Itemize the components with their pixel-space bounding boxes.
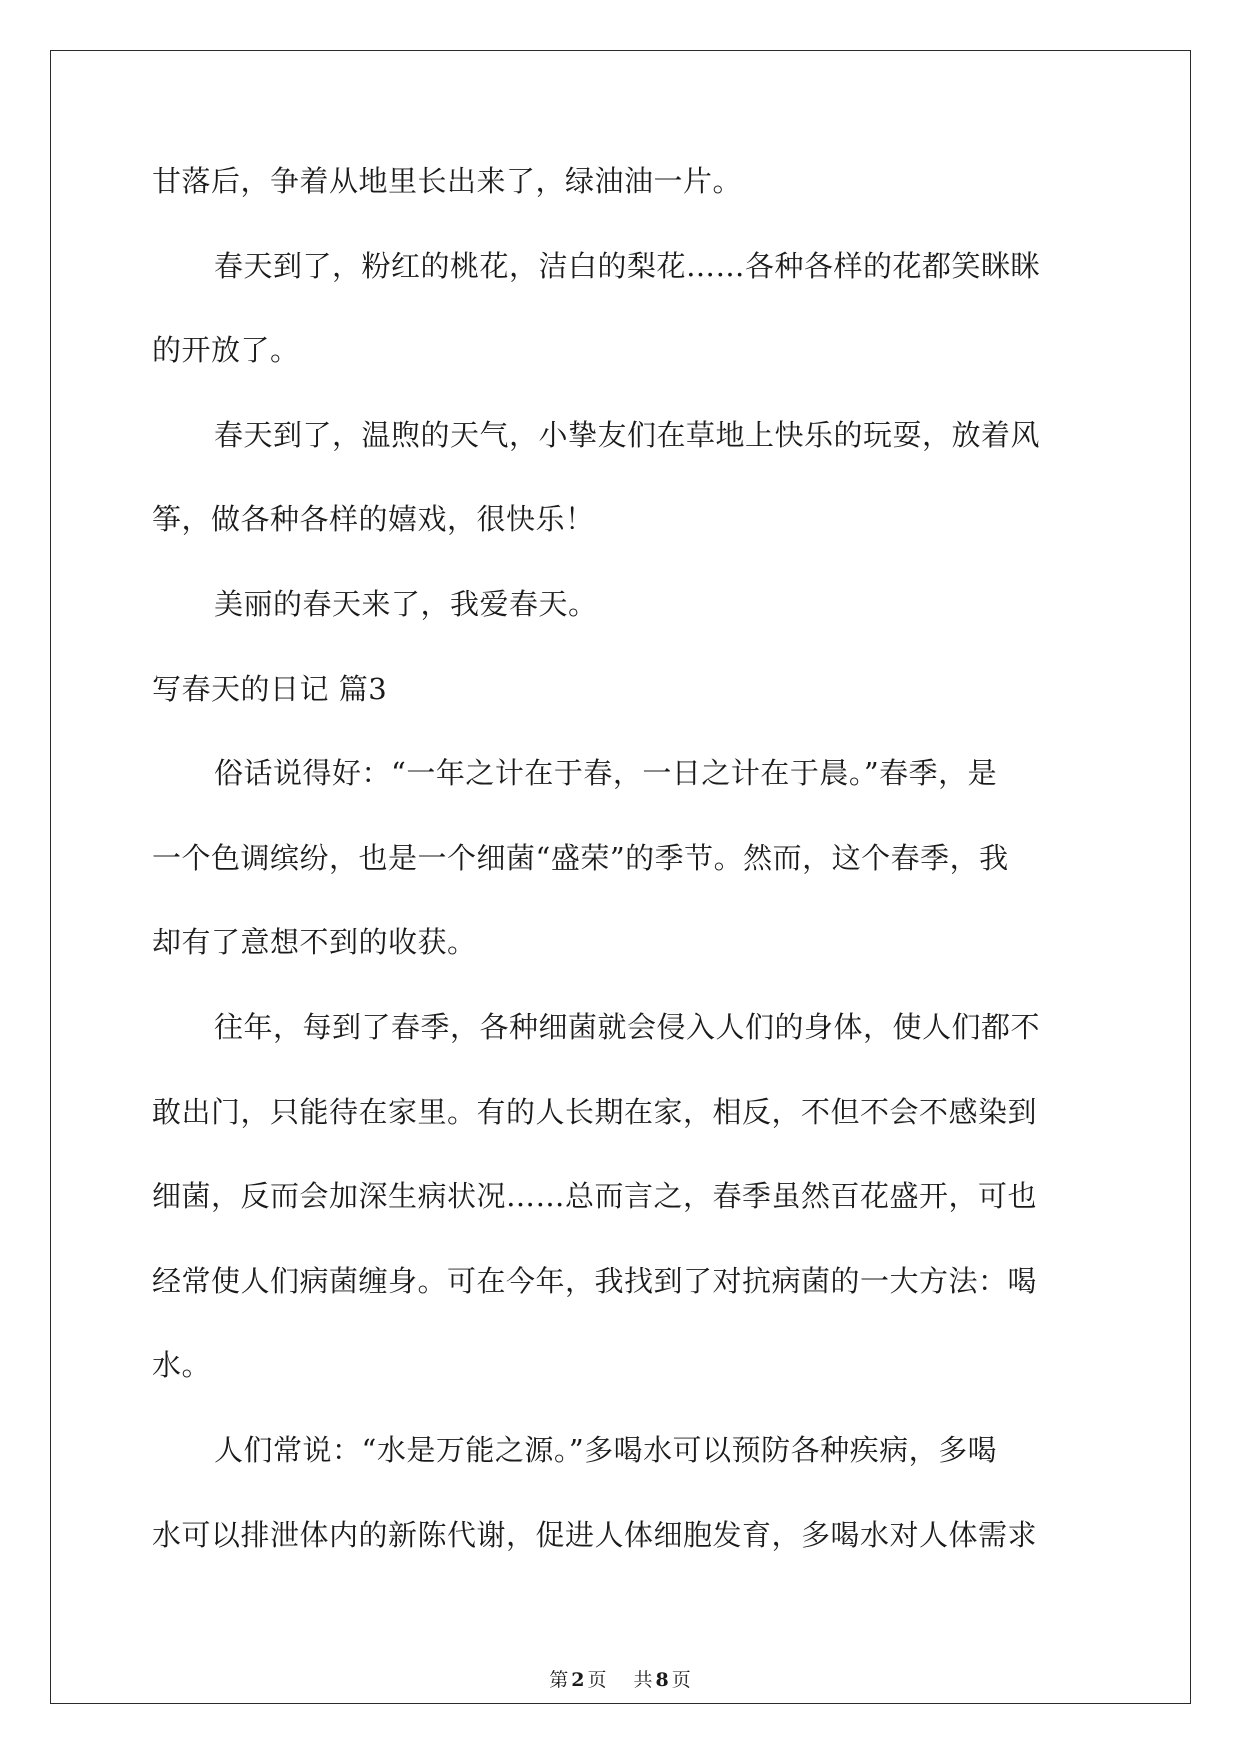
text-line: 甘落后，争着从地里长出来了，绿油油一片。 (152, 164, 743, 198)
paragraph-start-line: 春天到了，温煦的天气，小挚友们在草地上快乐的玩耍，放着风 (214, 417, 1041, 452)
text-line: 筝，做各种各样的嬉戏，很快乐！ (152, 502, 595, 537)
text-line: 水可以排泄体内的新陈代谢，促进人体细胞发育，多喝水对人体需求 (152, 1517, 1038, 1552)
footer-prefix: 第 (549, 1669, 570, 1691)
paragraph-start-line: 人们常说：“水是万能之源。”多喝水可以预防各种疾病，多喝 (214, 1432, 998, 1467)
paragraph-start-line: 美丽的春天来了，我爱春天。 (214, 586, 598, 621)
text-line: 一个色调缤纷，也是一个细菌“盛荣”的季节。然而，这个春季，我 (152, 840, 1009, 875)
text-line: 敢出门，只能待在家里。有的人长期在家，相反，不但不会不感染到 (152, 1094, 1038, 1129)
text-line: 细菌，反而会加深生病状况……总而言之，春季虽然百花盛开，可也 (152, 1179, 1038, 1214)
footer-total-pages: 8 (655, 1669, 670, 1691)
page-footer (0, 1665, 1241, 1692)
text-line: 的开放了。 (152, 333, 300, 368)
footer-page-number: 2 (571, 1669, 586, 1691)
footer-page-suffix: 页 (587, 1669, 608, 1691)
paragraph-start-line: 往年，每到了春季，各种细菌就会侵入人们的身体，使人们都不 (214, 1009, 1041, 1044)
text-line: 却有了意想不到的收获。 (152, 925, 477, 960)
paragraph-start-line: 春天到了，粉红的桃花，洁白的梨花……各种各样的花都笑眯眯 (214, 248, 1041, 283)
paragraph-start-line: 俗话说得好：“一年之计在于春，一日之计在于晨。”春季，是 (214, 756, 998, 791)
document-body (152, 166, 1092, 1604)
text-line: 水。 (152, 1348, 212, 1383)
footer-total-suffix: 页 (671, 1669, 692, 1691)
text-line: 经常使人们病菌缠身。可在今年，我找到了对抗病菌的一大方法：喝 (152, 1263, 1038, 1298)
footer-total-prefix: 共 (633, 1669, 654, 1691)
section-heading: 写春天的日记 篇3 (152, 671, 388, 706)
